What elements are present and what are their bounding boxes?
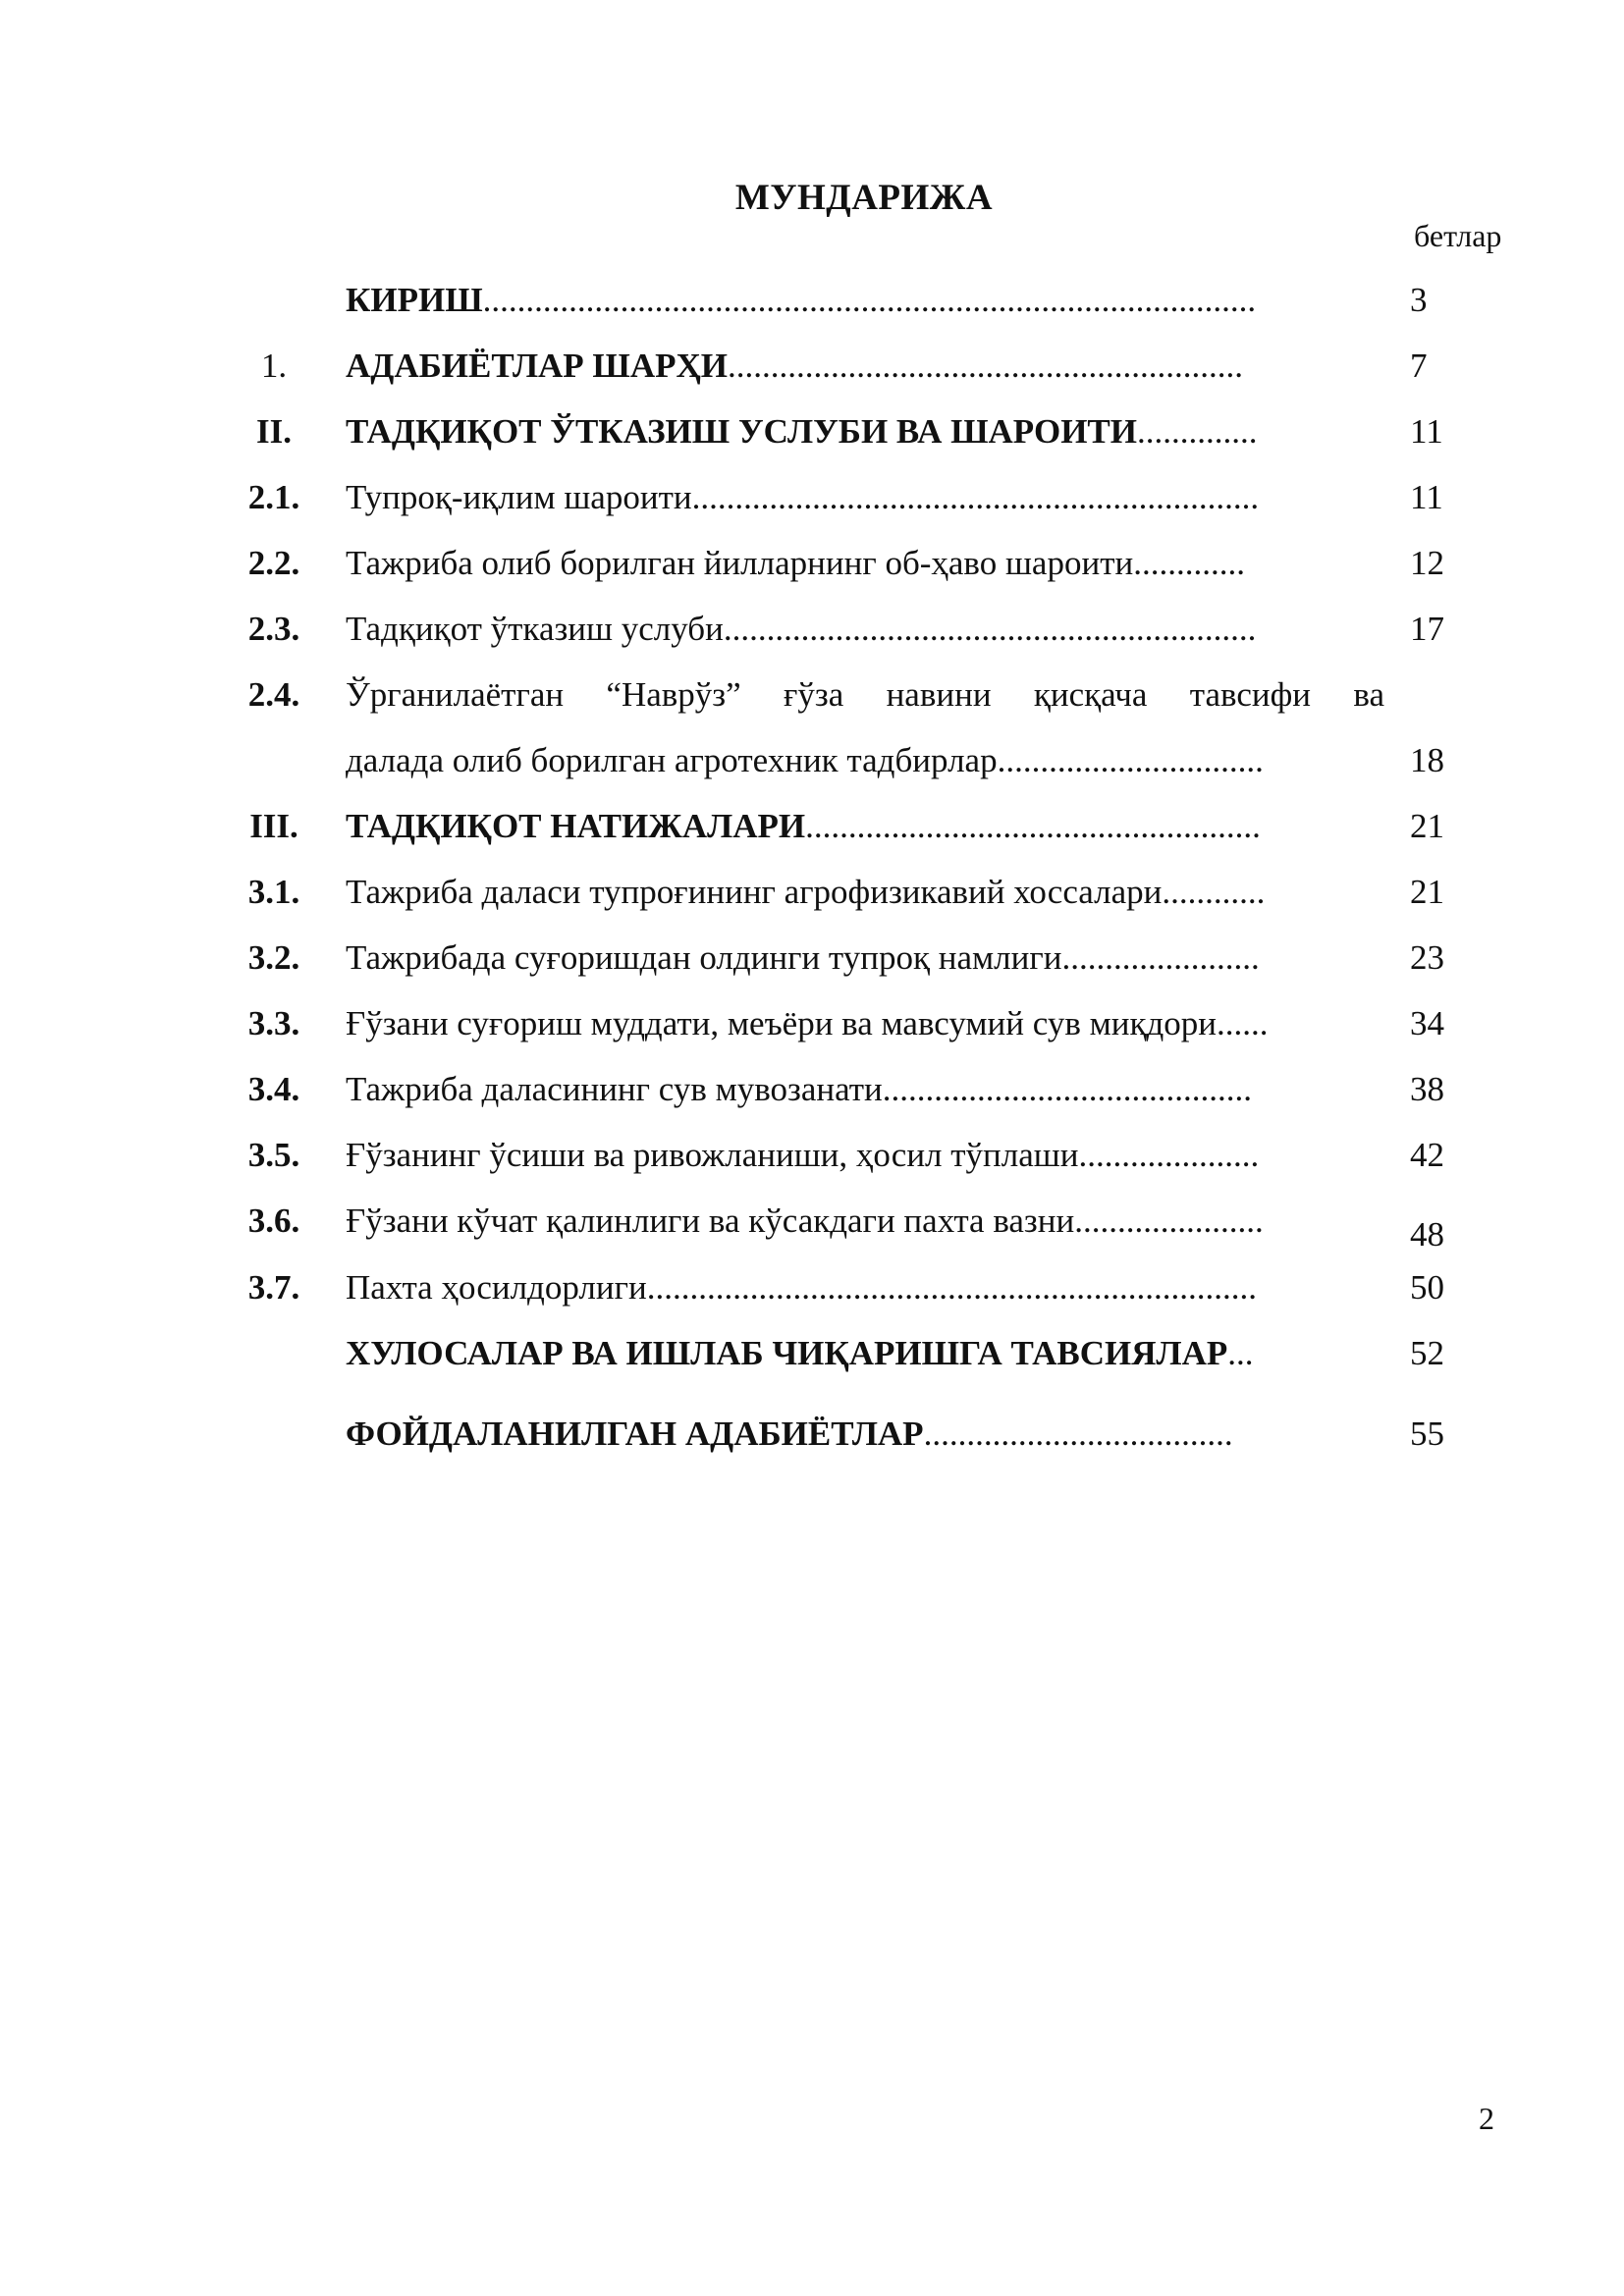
toc-entry bbox=[0, 1056, 1624, 1122]
toc-entry-text bbox=[346, 925, 1384, 990]
toc-entry bbox=[0, 596, 1624, 662]
toc-entry-number: 2.1. bbox=[247, 478, 300, 516]
toc-entry-page: 55 bbox=[1410, 1415, 1444, 1453]
toc-entry-page: 21 bbox=[1410, 873, 1444, 911]
toc-entry-title: Тажриба олиб борилган йилларнинг об-ҳаво шароити bbox=[346, 544, 1134, 582]
toc-entry-page: 34 bbox=[1410, 1004, 1444, 1042]
toc-entry-title: Ғўзанинг ўсиши ва ривожланиши, ҳосил тўплаши bbox=[346, 1136, 1079, 1174]
toc-entry-text bbox=[346, 859, 1384, 925]
toc-leader-dots: ............ bbox=[1162, 873, 1266, 911]
toc-leader-dots: ...... bbox=[1217, 1004, 1269, 1042]
toc-entry-number: 3.4. bbox=[247, 1070, 300, 1108]
toc-entry-title: Ғўзани кўчат қалинлиги ва кўсакдаги пахта вазни bbox=[346, 1201, 1075, 1240]
toc-entry bbox=[0, 333, 1624, 399]
toc-entry bbox=[0, 464, 1624, 530]
toc-entry-page: 21 bbox=[1410, 807, 1444, 845]
toc-entry-text bbox=[346, 1188, 1384, 1254]
toc-entry-text bbox=[346, 1320, 1384, 1386]
toc-entry bbox=[0, 1255, 1624, 1320]
toc-entry-title: АДАБИЁТЛАР ШАРҲИ bbox=[346, 347, 729, 385]
toc-entry-title: Тажриба даласининг сув мувозанати bbox=[346, 1070, 883, 1108]
toc-entry-title: Тадқиқот ўтказиш услуби bbox=[346, 610, 724, 648]
toc-leader-dots: ............................... bbox=[997, 741, 1264, 779]
toc-entry bbox=[0, 267, 1624, 333]
toc-entry bbox=[0, 859, 1624, 925]
toc-entry-page: 11 bbox=[1410, 412, 1443, 451]
toc-entry-page: 42 bbox=[1410, 1136, 1444, 1174]
toc-entry-title: Тажрибада суғоришдан олдинги тупроқ намлиги bbox=[346, 938, 1062, 977]
toc-entry-text bbox=[346, 333, 1384, 399]
toc-entry-text bbox=[346, 990, 1384, 1056]
toc-entry-text bbox=[346, 1255, 1384, 1320]
toc-entry-number: 3.7. bbox=[247, 1268, 300, 1307]
toc-entry-page: 11 bbox=[1410, 478, 1443, 516]
toc-leader-dots: .............................................................. bbox=[723, 610, 1257, 648]
toc-entry-page: 38 bbox=[1410, 1070, 1444, 1108]
toc-leader-dots: ....................... bbox=[1061, 938, 1260, 977]
toc-leader-dots: .................................... bbox=[923, 1415, 1233, 1453]
toc-entry-page: 18 bbox=[1410, 741, 1444, 779]
toc-leader-dots: ........................................... bbox=[882, 1070, 1253, 1108]
toc-entry bbox=[0, 1122, 1624, 1188]
toc-entry-number: 2.2. bbox=[247, 544, 300, 582]
toc-entry-title: Тупроқ-иқлим шароити bbox=[346, 478, 692, 516]
toc-entry bbox=[0, 1320, 1624, 1387]
toc-leader-dots: ............. bbox=[1133, 544, 1245, 582]
toc-leader-dots: ....................................................................... bbox=[646, 1268, 1257, 1307]
pages-column-header: бетлар bbox=[1414, 218, 1502, 253]
toc-entry-text bbox=[346, 530, 1384, 596]
toc-entry bbox=[0, 662, 1624, 727]
toc-entry-title: Пахта ҳосилдорлиги bbox=[346, 1268, 647, 1307]
toc-entry bbox=[0, 990, 1624, 1056]
toc-entry-title: Тажриба даласи тупроғининг агрофизикавий хоссалари bbox=[346, 873, 1163, 911]
toc-entry-number: 3.3. bbox=[247, 1004, 300, 1042]
toc-entry-page: 23 bbox=[1410, 938, 1444, 977]
toc-entry-title: ТАДҚИҚОТ ЎТКАЗИШ УСЛУБИ ВА ШАРОИТИ bbox=[346, 412, 1137, 451]
toc-entry-number: 3.2. bbox=[247, 938, 300, 977]
toc-leader-dots: ............................................................ bbox=[728, 347, 1244, 385]
toc-entry-text bbox=[346, 596, 1384, 662]
toc-entry-text bbox=[346, 1056, 1384, 1122]
toc-entry-title: ФОЙДАЛАНИЛГАН АДАБИЁТЛАР bbox=[346, 1415, 924, 1453]
toc-entry-page: 17 bbox=[1410, 610, 1444, 648]
toc-entry-page: 12 bbox=[1410, 544, 1444, 582]
toc-entry-page: 50 bbox=[1410, 1268, 1444, 1307]
toc-entry-number: 3.1. bbox=[247, 873, 300, 911]
toc-entry-text bbox=[346, 793, 1384, 859]
toc-entry-title: КИРИШ bbox=[346, 281, 483, 319]
toc-entry-number: 2.4. bbox=[247, 675, 300, 714]
toc-entry-page: 7 bbox=[1410, 347, 1428, 385]
toc-entry-text bbox=[346, 267, 1384, 333]
toc-entry-title: Ғўзани суғориш муддати, меъёри ва мавсумий сув миқдори bbox=[346, 1004, 1218, 1042]
toc-entry bbox=[0, 1401, 1624, 1467]
toc-leader-dots: ..................... bbox=[1078, 1136, 1260, 1174]
footer-page-number: 2 bbox=[1479, 2101, 1494, 2136]
toc-entry-number: 1. bbox=[260, 347, 288, 385]
toc-entry bbox=[0, 399, 1624, 464]
toc-entry-page: 48 bbox=[1410, 1215, 1444, 1254]
toc-entry bbox=[0, 530, 1624, 596]
toc-entry-text bbox=[346, 727, 1384, 793]
toc-leader-dots: .............. bbox=[1137, 412, 1258, 451]
toc-entry-title: далада олиб борилган агротехник тадбирлар bbox=[346, 741, 998, 779]
toc-entry-number: III. bbox=[249, 807, 298, 845]
toc-leader-dots: .......................................................................................... bbox=[482, 281, 1257, 319]
toc-entry-continuation bbox=[0, 727, 1624, 793]
toc-entry-page: 52 bbox=[1410, 1334, 1444, 1372]
toc-entry-text bbox=[346, 1401, 1384, 1467]
toc-entry-number: 3.6. bbox=[247, 1201, 300, 1240]
toc-entry-number: 2.3. bbox=[247, 610, 300, 648]
toc-entry-text bbox=[346, 399, 1384, 464]
toc-entry-title-line1: Ўрганилаётган “Наврўз” ғўза навини қисқача тавсифи ва bbox=[346, 675, 1384, 714]
table-of-contents bbox=[0, 267, 1624, 1467]
toc-entry-text bbox=[346, 464, 1384, 530]
toc-entry bbox=[0, 1188, 1624, 1255]
toc-entry-title: ТАДҚИҚОТ НАТИЖАЛАРИ bbox=[346, 807, 806, 845]
toc-leader-dots: .................................................................. bbox=[691, 478, 1260, 516]
toc-entry-number: 3.5. bbox=[247, 1136, 300, 1174]
toc-leader-dots: ..................................................... bbox=[805, 807, 1261, 845]
toc-entry bbox=[0, 793, 1624, 859]
page-title: МУНДАРИЖА bbox=[734, 178, 994, 218]
toc-entry-page: 3 bbox=[1410, 281, 1428, 319]
toc-leader-dots: ... bbox=[1227, 1334, 1254, 1372]
toc-entry-title: ХУЛОСАЛАР ВА ИШЛАБ ЧИҚАРИШГА ТАВСИЯЛАР bbox=[346, 1334, 1228, 1372]
toc-entry bbox=[0, 925, 1624, 990]
toc-entry-number: II. bbox=[256, 412, 292, 451]
toc-entry-text bbox=[346, 1122, 1384, 1188]
toc-leader-dots: ...................... bbox=[1074, 1201, 1264, 1240]
